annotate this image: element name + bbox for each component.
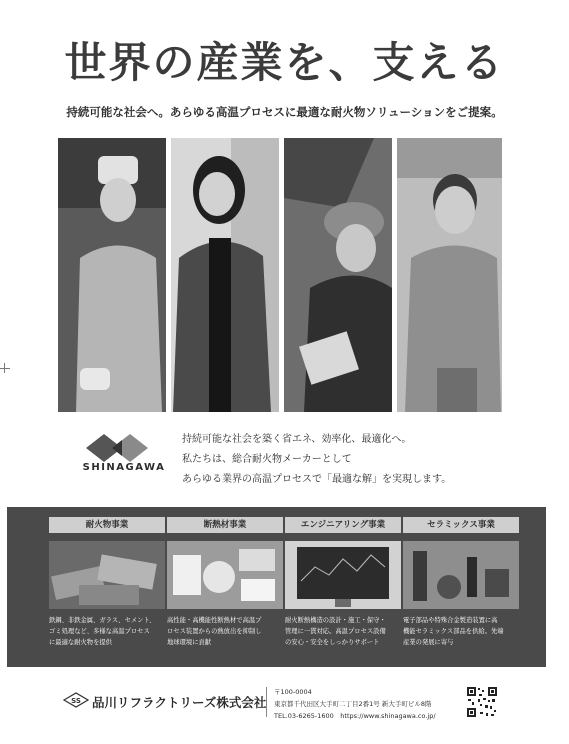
footer-divider [266,687,267,717]
division-ceramics [403,517,519,648]
shinagawa-logo-icon [78,433,168,483]
division-insulation [167,517,283,648]
division-label: エンジニアリング事業 [285,517,401,533]
photo-strip [58,138,502,412]
qr-code-icon [466,686,498,718]
ceramic-parts-image [403,541,519,609]
photo-smiling-worker [397,138,502,412]
division-refractory [49,517,165,648]
company-logo-text: SS [71,697,81,705]
postal-code: 〒100-0004 [274,688,312,696]
photo-helmet-worker [284,138,392,412]
photo-worker-cap [58,138,166,412]
mission-line: 持続可能な社会を築く省エネ、効率化、最適化へ。 [182,434,412,445]
company-address [274,686,436,722]
division-label: 耐火物事業 [49,517,165,533]
mission-line: 私たちは、総合耐火物メーカーとして [182,454,352,465]
contact-line: TEL.03-6265-1600 https://www.shinagawa.co.jp/ [274,712,436,720]
crop-mark [0,368,10,369]
company-logo-icon [63,692,89,708]
street-address: 東京都千代田区大手町二丁目2番1号 新大手町ビル8階 [274,700,432,708]
engineering-monitor-image [285,541,401,609]
photo-woman [171,138,279,412]
division-description: 耐火断熱構造の設計・施工・保守・ 管理に一貫対応。高温プロセス設備 の安心・安全をしっかりサポート [285,617,386,646]
division-description: 電子部品や特殊合金製造装置に高 機能セラミックス部品を供給。先端 産業の発展に寄与 [403,617,504,646]
divisions-panel [7,507,546,667]
headline: 世界の産業を、支える [64,38,505,87]
subheadline: 持続可能な社会へ。あらゆる高温プロセスに最適な耐火物ソリューションをご提案。 [66,105,503,119]
brand-name: SHINAGAWA [82,462,166,473]
division-description: 高性能・高機能性断熱材で高温プ ロセス装置からの熱放出を抑制し 地球環境に貢献 [167,617,262,646]
refractory-bricks-image [49,541,165,609]
division-engineering [285,517,401,648]
crop-mark [4,363,5,373]
company-name: 品川リフラクトリーズ株式会社 [92,695,267,710]
insulation-products-image [167,541,283,609]
division-description: 鉄鋼、非鉄金属、ガラス、セメント、 ゴミ処理など、多様な高温プロセス に最適な耐火物を提供 [49,617,156,646]
mission-statement [182,430,451,490]
mission-line: あらゆる業界の高温プロセスで「最適な解」を実現します。 [182,474,452,485]
division-label: 断熱材事業 [167,517,283,533]
division-label: セラミックス事業 [403,517,519,533]
